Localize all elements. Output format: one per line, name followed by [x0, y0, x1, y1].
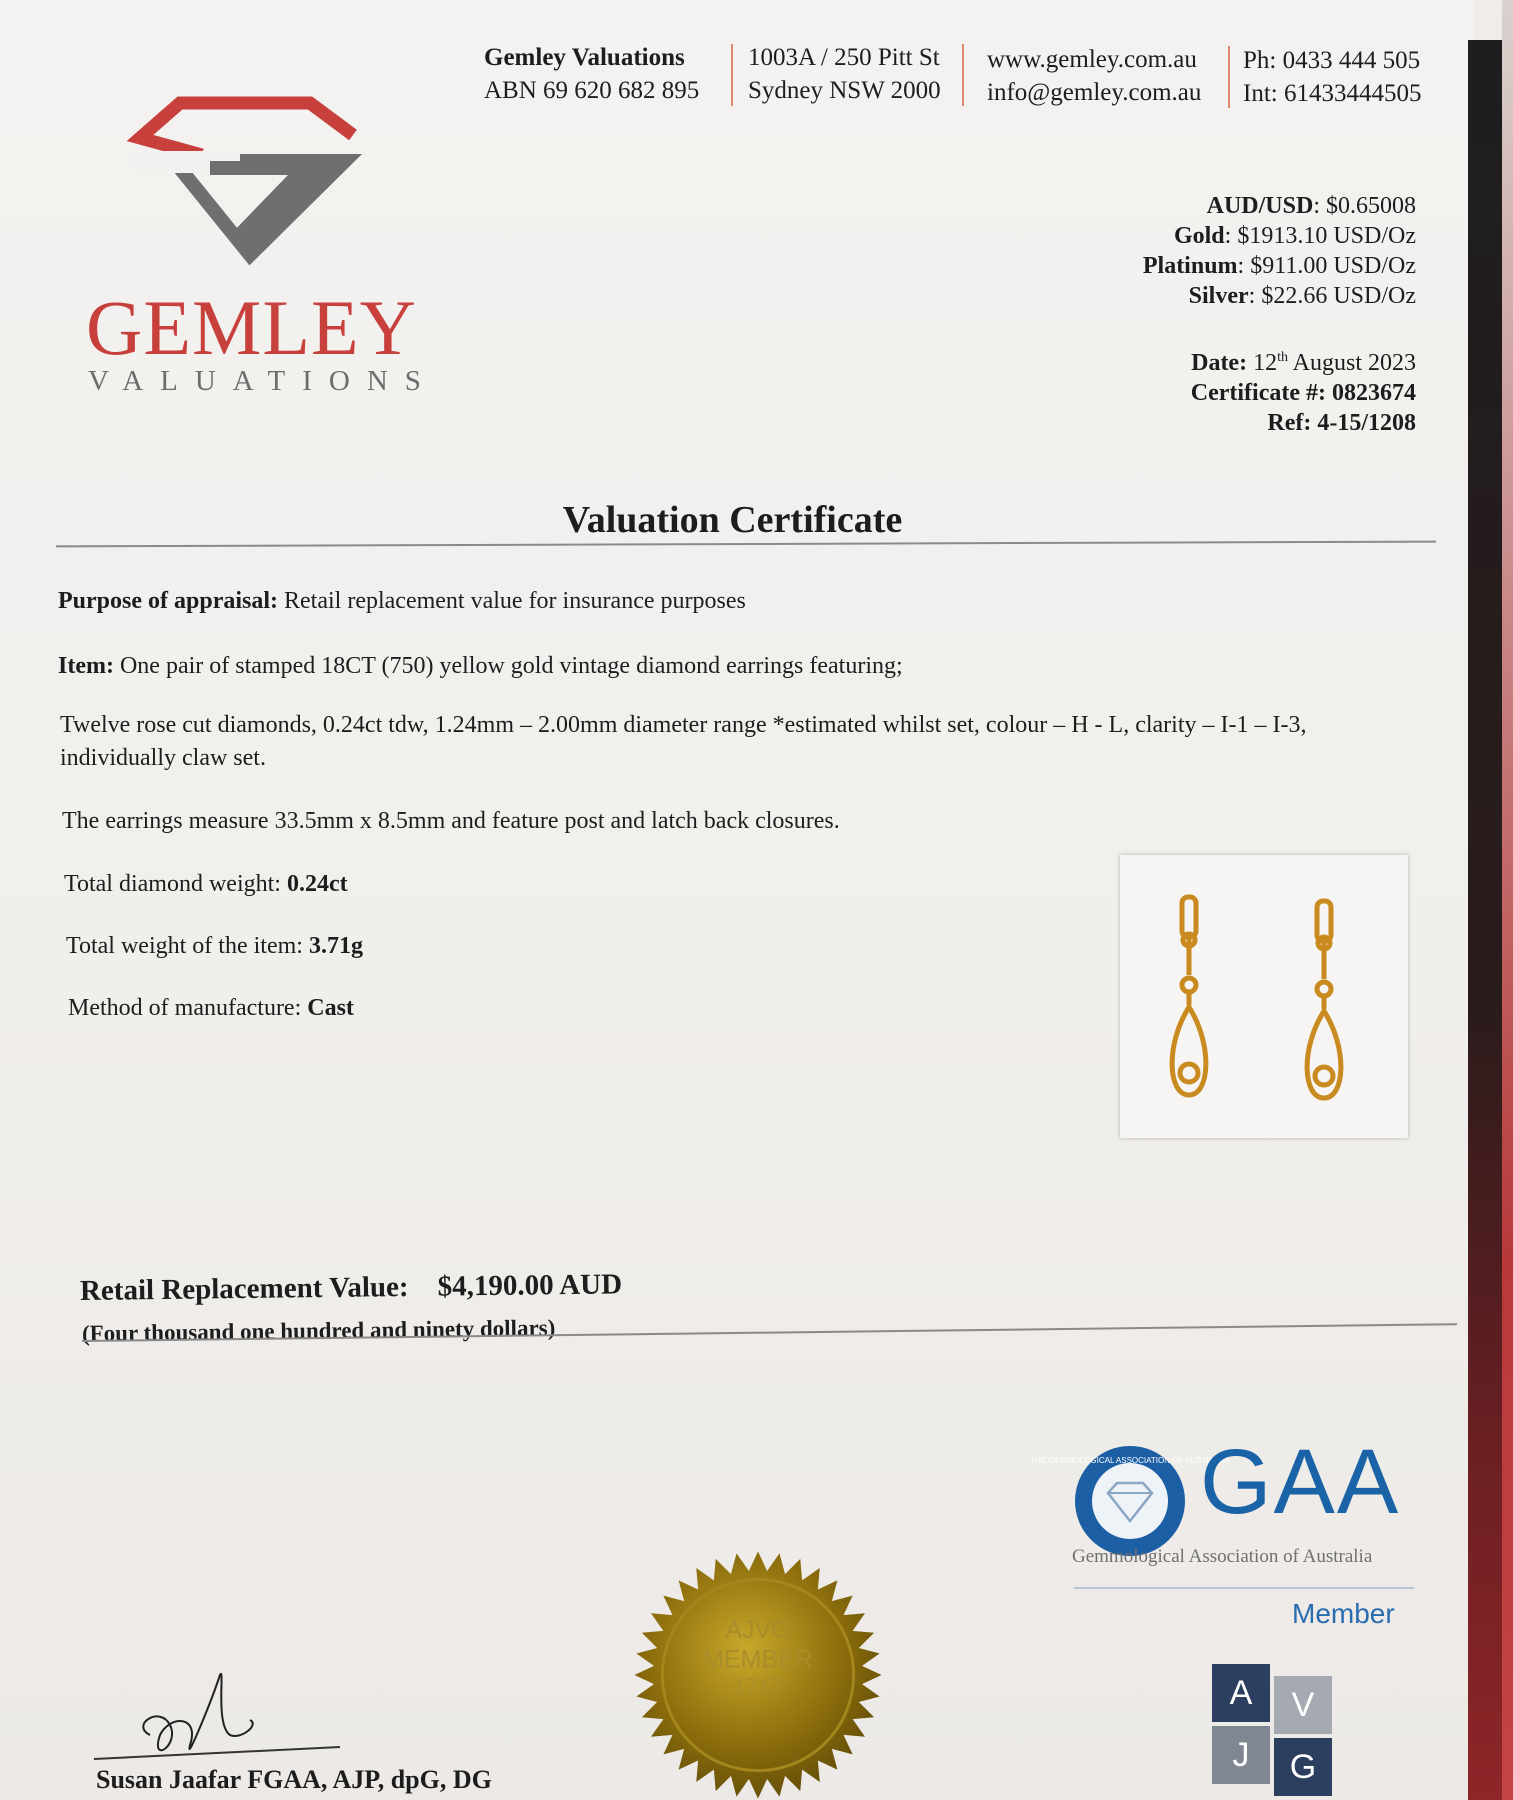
signatory-name: Susan Jaafar FGAA, AJP, dpG, DG: [96, 1765, 492, 1794]
gemley-logo-icon: [130, 95, 370, 265]
platinum-label: Platinum: [1142, 253, 1238, 279]
header-divider: [962, 44, 964, 106]
earrings-image-icon: [1120, 855, 1408, 1138]
ajvg-tile: G: [1274, 1738, 1332, 1796]
ajvg-gold-seal-icon: [588, 1550, 928, 1800]
certificate-number: 0823674: [1332, 380, 1416, 406]
gaa-wordmark: GAA: [1200, 1431, 1401, 1533]
address-line1: 1003A / 250 Pitt St: [748, 44, 940, 71]
header-phone-block: [1243, 44, 1421, 110]
diamonds-line2: individually claw set.: [60, 745, 266, 771]
logo-subtitle: VALUATIONS: [88, 365, 438, 397]
website-link[interactable]: www.gemley.com.au: [987, 46, 1197, 73]
header-divider: [1228, 46, 1230, 108]
email-link[interactable]: info@gemley.com.au: [987, 79, 1202, 106]
diamond-weight-value: 0.24ct: [286, 871, 348, 897]
header-divider: [731, 44, 733, 106]
value-line: [80, 1268, 622, 1307]
silver-label: Silver: [1188, 283, 1249, 309]
diamond-weight-label: Total diamond weight:: [64, 871, 281, 897]
gaa-seal-icon: [1030, 1443, 1230, 1559]
earrings-photo: [1120, 855, 1408, 1138]
gold-label: Gold: [1173, 223, 1225, 249]
company-abn: ABN 69 620 682 895: [484, 77, 700, 104]
page-title: Valuation Certificate: [562, 499, 903, 541]
gaa-divider: [1074, 1587, 1414, 1589]
value-amount: $4,190.00 AUD: [437, 1268, 623, 1303]
item-text: One pair of stamped 18CT (750) yellow gold vintage diamond earrings featuring;: [119, 653, 903, 679]
diamonds-line1: Twelve rose cut diamonds, 0.24ct tdw, 1.24mm – 2.00mm diameter range *estimated whilst set, colour – H - L, clarity – I-1 – I-3,: [60, 712, 1307, 738]
certificate-label: Certificate #:: [1190, 380, 1326, 406]
seal-line3: 1717: [733, 1674, 783, 1700]
header-company-block: [484, 41, 699, 107]
seal-line1: AJVG: [725, 1616, 791, 1645]
date-suffix: th: [1277, 350, 1288, 365]
gaa-seal-ring-text: THE GEMMOLOGICAL ASSOCIATION OF AUSTRALIA: [1030, 1456, 1230, 1465]
value-in-words: (Four thousand one hundred and ninety dollars): [81, 1315, 556, 1346]
address-line2: Sydney NSW 2000: [748, 77, 941, 104]
phone-number: Ph: 0433 444 505: [1243, 47, 1421, 74]
item-weight-label: Total weight of the item:: [66, 933, 303, 959]
background-edge: [1502, 0, 1513, 1800]
intl-phone-number: Int: 61433444505: [1243, 80, 1422, 107]
item-label: Item:: [58, 653, 114, 679]
manufacture-label: Method of manufacture:: [68, 995, 302, 1021]
measure-line: The earrings measure 33.5mm x 8.5mm and feature post and latch back closures.: [62, 808, 840, 834]
metal-rates: [1143, 191, 1416, 311]
aud-usd-value: : $0.65008: [1313, 193, 1416, 219]
ajvg-tile: J: [1212, 1726, 1270, 1784]
gaa-member-label: Member: [1292, 1598, 1395, 1629]
purpose-text: Retail replacement value for insurance purposes: [284, 588, 746, 614]
ref-number: 4-15/1208: [1317, 410, 1416, 436]
value-label: Retail Replacement Value:: [79, 1270, 409, 1307]
item-weight-value: 3.71g: [308, 933, 363, 959]
paper-edge-shadow: [1468, 40, 1502, 1800]
gaa-full-name: Gemmological Association of Australia: [1072, 1546, 1373, 1567]
manufacture-value: Cast: [307, 995, 354, 1021]
seal-line2: MEMBER: [703, 1645, 813, 1674]
platinum-value: : $911.00 USD/Oz: [1237, 253, 1416, 279]
company-name: Gemley Valuations: [484, 44, 685, 71]
ajvg-tile: V: [1274, 1676, 1332, 1734]
item-line: [58, 650, 903, 682]
logo-wordmark: GEMLEY: [86, 284, 417, 371]
manufacture-line: [68, 992, 354, 1024]
gold-value: : $1913.10 USD/Oz: [1224, 223, 1416, 249]
item-weight-line: [66, 930, 363, 962]
date-label: Date:: [1191, 350, 1248, 376]
header-web-block: [987, 43, 1201, 109]
signature-icon: [90, 1665, 350, 1775]
ref-label: Ref:: [1267, 410, 1312, 436]
purpose-label: Purpose of appraisal:: [58, 588, 279, 614]
silver-value: : $22.66 USD/Oz: [1248, 283, 1416, 309]
aud-usd-label: AUD/USD: [1206, 193, 1314, 219]
diamond-weight-line: [64, 868, 348, 900]
purpose-line: [58, 585, 746, 617]
ajvg-tile: A: [1212, 1664, 1270, 1722]
date-day: 12: [1253, 350, 1278, 376]
date-rest: August 2023: [1292, 350, 1416, 376]
header-address-block: [748, 41, 941, 107]
certificate-meta: [1191, 343, 1416, 438]
